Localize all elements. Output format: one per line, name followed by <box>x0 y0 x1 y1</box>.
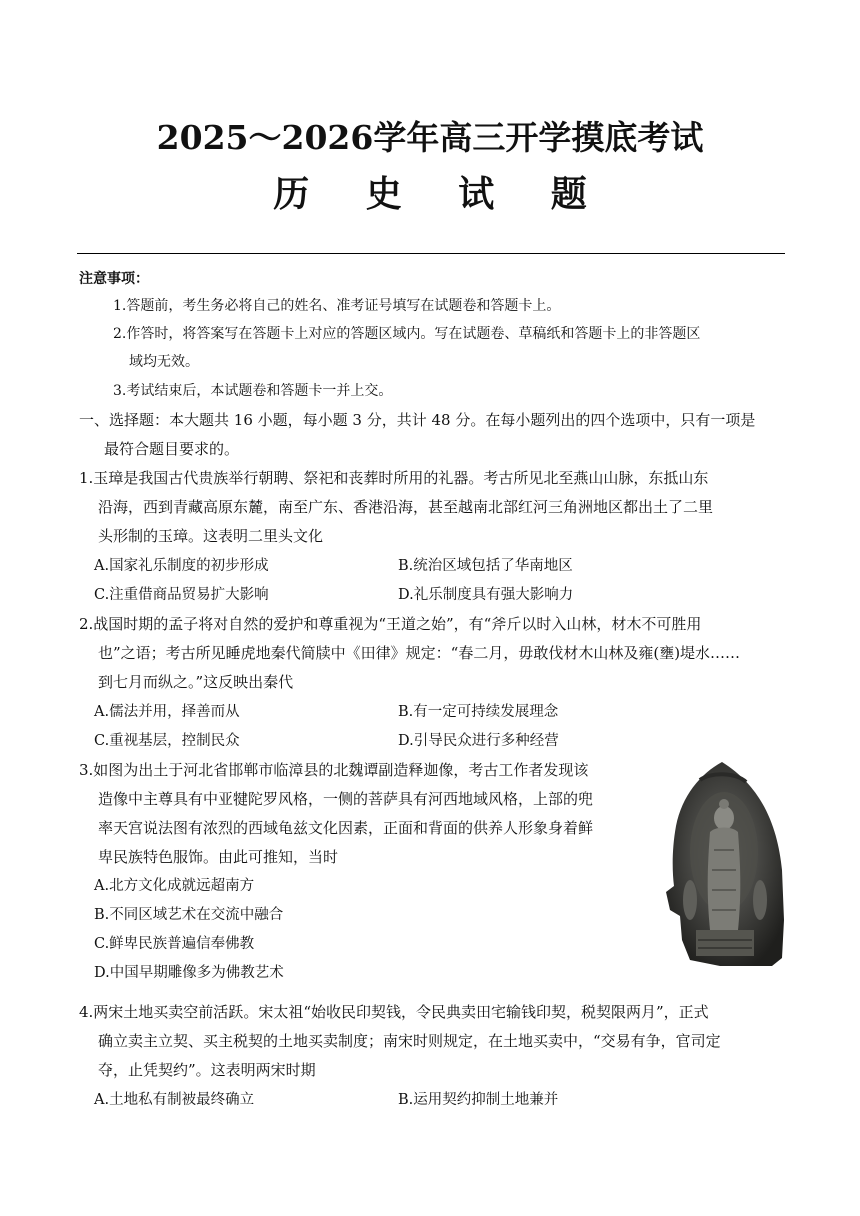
question-4-text: 确立卖主立契、买主税契的土地买卖制度；南宋时则规定，在土地买卖中，“交易有争，官司定 <box>98 1032 721 1050</box>
notice-item: 3.考试结束后，本试题卷和答题卡一并上交。 <box>113 383 393 399</box>
header-divider <box>77 253 785 254</box>
option-a[interactable]: A.土地私有制被最终确立 <box>94 1092 255 1108</box>
option-d[interactable]: D.中国早期雕像多为佛教艺术 <box>94 965 284 981</box>
question-4-text: 夺，止凭契约”。这表明两宋时期 <box>98 1061 316 1079</box>
question-1-text: 1.玉璋是我国古代贵族举行朝聘、祭祀和丧葬时所用的礼器。考古所见北至燕山山脉，东抵山东 <box>79 469 709 487</box>
question-2-text: 2.战国时期的孟子将对自然的爱护和尊重视为“王道之始”，有“斧斤以时入山林，材木不可胜用 <box>79 615 702 633</box>
question-1-text: 头形制的玉璋。这表明二里头文化 <box>98 527 324 545</box>
option-c[interactable]: C.重视基层，控制民众 <box>94 733 240 749</box>
option-d[interactable]: D.礼乐制度具有强大影响力 <box>398 587 574 603</box>
notice-item: 域均无效。 <box>129 354 199 370</box>
subject-title: 历 史 试 题 <box>273 173 609 215</box>
question-3-text: 造像中主尊具有中亚犍陀罗风格，一侧的菩萨具有河西地域风格，上部的兜 <box>98 790 594 808</box>
question-3-text: 卑民族特色服饰。由此可推知，当时 <box>98 848 339 866</box>
question-2-text: 也”之语；考古所见睡虎地秦代简牍中《田律》规定：“春二月，毋敢伐材木山林及雍(壅)堤水…… <box>98 644 741 662</box>
notice-item: 2.作答时，将答案写在答题卡上对应的答题区域内。写在试题卷、草稿纸和答题卡上的非答题区 <box>113 326 701 342</box>
buddha-statue-image <box>660 760 785 968</box>
exam-title: 2025～2026学年高三开学摸底考试 <box>156 118 704 157</box>
notice-heading: 注意事项： <box>79 271 149 287</box>
option-c[interactable]: C.注重借商品贸易扩大影响 <box>94 587 269 603</box>
option-b[interactable]: B.有一定可持续发展理念 <box>398 704 559 720</box>
option-b[interactable]: B.运用契约抑制土地兼并 <box>398 1092 559 1108</box>
option-a[interactable]: A.儒法并用，择善而从 <box>94 704 240 720</box>
question-1-text: 沿海，西到青藏高原东麓，南至广东、香港沿海，甚至越南北部红河三角洲地区都出土了二里 <box>98 498 714 516</box>
question-4-text: 4.两宋土地买卖空前活跃。宋太祖“始收民印契钱，令民典卖田宅输钱印契，税契限两月”，正式 <box>79 1003 709 1021</box>
option-a[interactable]: A.国家礼乐制度的初步形成 <box>94 558 269 574</box>
option-d[interactable]: D.引导民众进行多种经营 <box>398 733 559 749</box>
option-c[interactable]: C.鲜卑民族普遍信奉佛教 <box>94 936 255 952</box>
option-b[interactable]: B.不同区域艺术在交流中融合 <box>94 907 284 923</box>
section-instruction: 最符合题目要求的。 <box>104 440 240 458</box>
question-3-text: 3.如图为出土于河北省邯郸市临漳县的北魏谭副造释迦像，考古工作者发现该 <box>79 761 589 779</box>
option-b[interactable]: B.统治区域包括了华南地区 <box>398 558 573 574</box>
section-instruction: 一、选择题：本大题共 16 小题，每小题 3 分，共计 48 分。在每小题列出的四个选项中，只有一项是 <box>79 411 756 429</box>
question-3-text: 率天宫说法图有浓烈的西域龟兹文化因素，正面和背面的供养人形象身着鲜 <box>98 819 594 837</box>
option-a[interactable]: A.北方文化成就远超南方 <box>94 878 255 894</box>
notice-item: 1.答题前，考生务必将自己的姓名、准考证号填写在试题卷和答题卡上。 <box>113 298 561 314</box>
question-2-text: 到七月而纵之。”这反映出秦代 <box>98 673 294 691</box>
